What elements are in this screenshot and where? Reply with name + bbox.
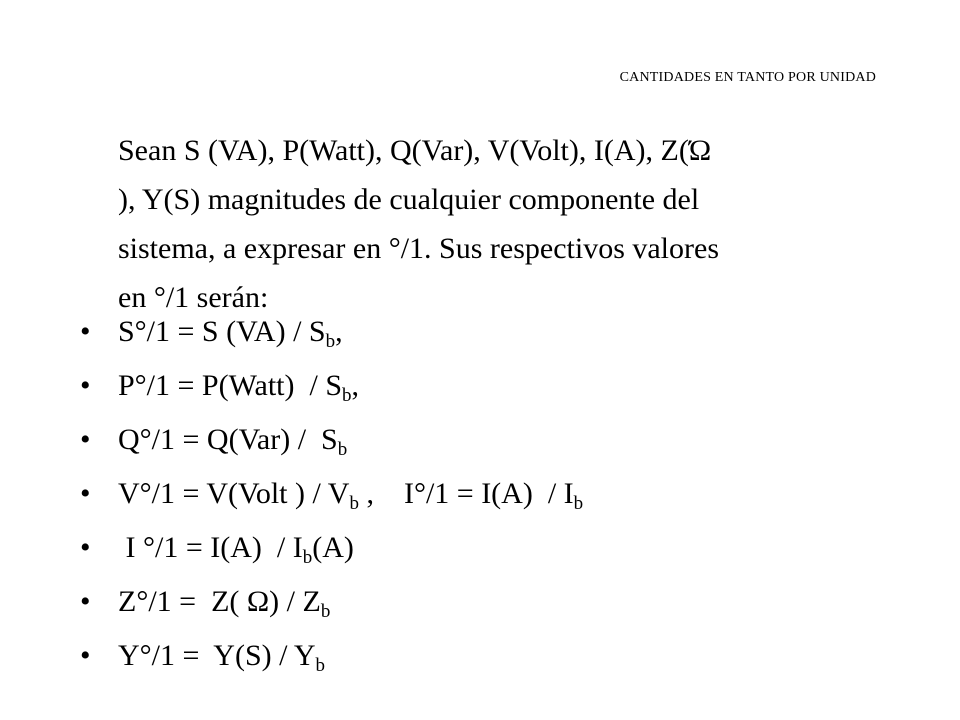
formula-text	[118, 531, 354, 568]
bullet-icon: •	[80, 585, 91, 618]
formula-main: P°/1 = P(Watt) / S	[118, 369, 343, 402]
formula-item	[80, 639, 880, 693]
intro-paragraph	[118, 126, 878, 322]
formula-item	[80, 477, 880, 531]
formula-tail: ,	[351, 369, 360, 402]
formula-item	[80, 315, 880, 369]
formula-main: Z°/1 = Z( Ω) / Z	[118, 585, 321, 618]
intro-line: ), Y(S) magnitudes de cualquier componente del	[118, 183, 700, 216]
bullet-icon: •	[80, 531, 91, 564]
formula-tail: , I°/1 = I(A) / I	[358, 477, 574, 510]
bullet-icon: •	[80, 315, 91, 348]
intro-line: sistema, a expresar en °/1. Sus respectivos valores	[118, 232, 719, 265]
formula-main: Q°/1 = Q(Var) / S	[118, 423, 338, 456]
formula-subscript: b	[573, 493, 584, 514]
intro-line: Sean S (VA), P(Watt), Q(Var), V(Volt), I(A), Z(Ώ	[118, 134, 712, 167]
formula-text	[118, 639, 326, 676]
formula-text	[118, 477, 584, 514]
formula-subscript: b	[320, 601, 331, 622]
formula-list	[80, 315, 880, 693]
formula-subscript: b	[342, 385, 352, 406]
formula-tail: (A)	[312, 531, 354, 564]
formula-main: Y°/1 = Y(S) / Y	[118, 639, 316, 672]
formula-text	[118, 315, 343, 352]
formula-subscript: b	[325, 331, 336, 352]
formula-subscript: b	[315, 655, 326, 676]
formula-subscript: b	[302, 547, 313, 568]
bullet-icon: •	[80, 639, 91, 672]
formula-main: V°/1 = V(Volt ) / V	[118, 477, 350, 510]
slide-header: CANTIDADES EN TANTO POR UNIDAD	[619, 70, 876, 85]
formula-text	[118, 369, 360, 406]
formula-item	[80, 423, 880, 477]
bullet-icon: •	[80, 369, 91, 402]
formula-text	[118, 585, 331, 622]
formula-text	[118, 423, 348, 460]
formula-main: I °/1 = I(A) / I	[118, 531, 303, 564]
formula-subscript: b	[337, 439, 348, 460]
bullet-icon: •	[80, 423, 91, 456]
intro-line: en °/1 serán:	[118, 281, 269, 314]
formula-item	[80, 369, 880, 423]
formula-tail: ,	[335, 315, 343, 348]
formula-main: S°/1 = S (VA) / S	[118, 315, 326, 348]
formula-subscript: b	[349, 493, 359, 514]
formula-item	[80, 531, 880, 585]
bullet-icon: •	[80, 477, 91, 510]
formula-item	[80, 585, 880, 639]
